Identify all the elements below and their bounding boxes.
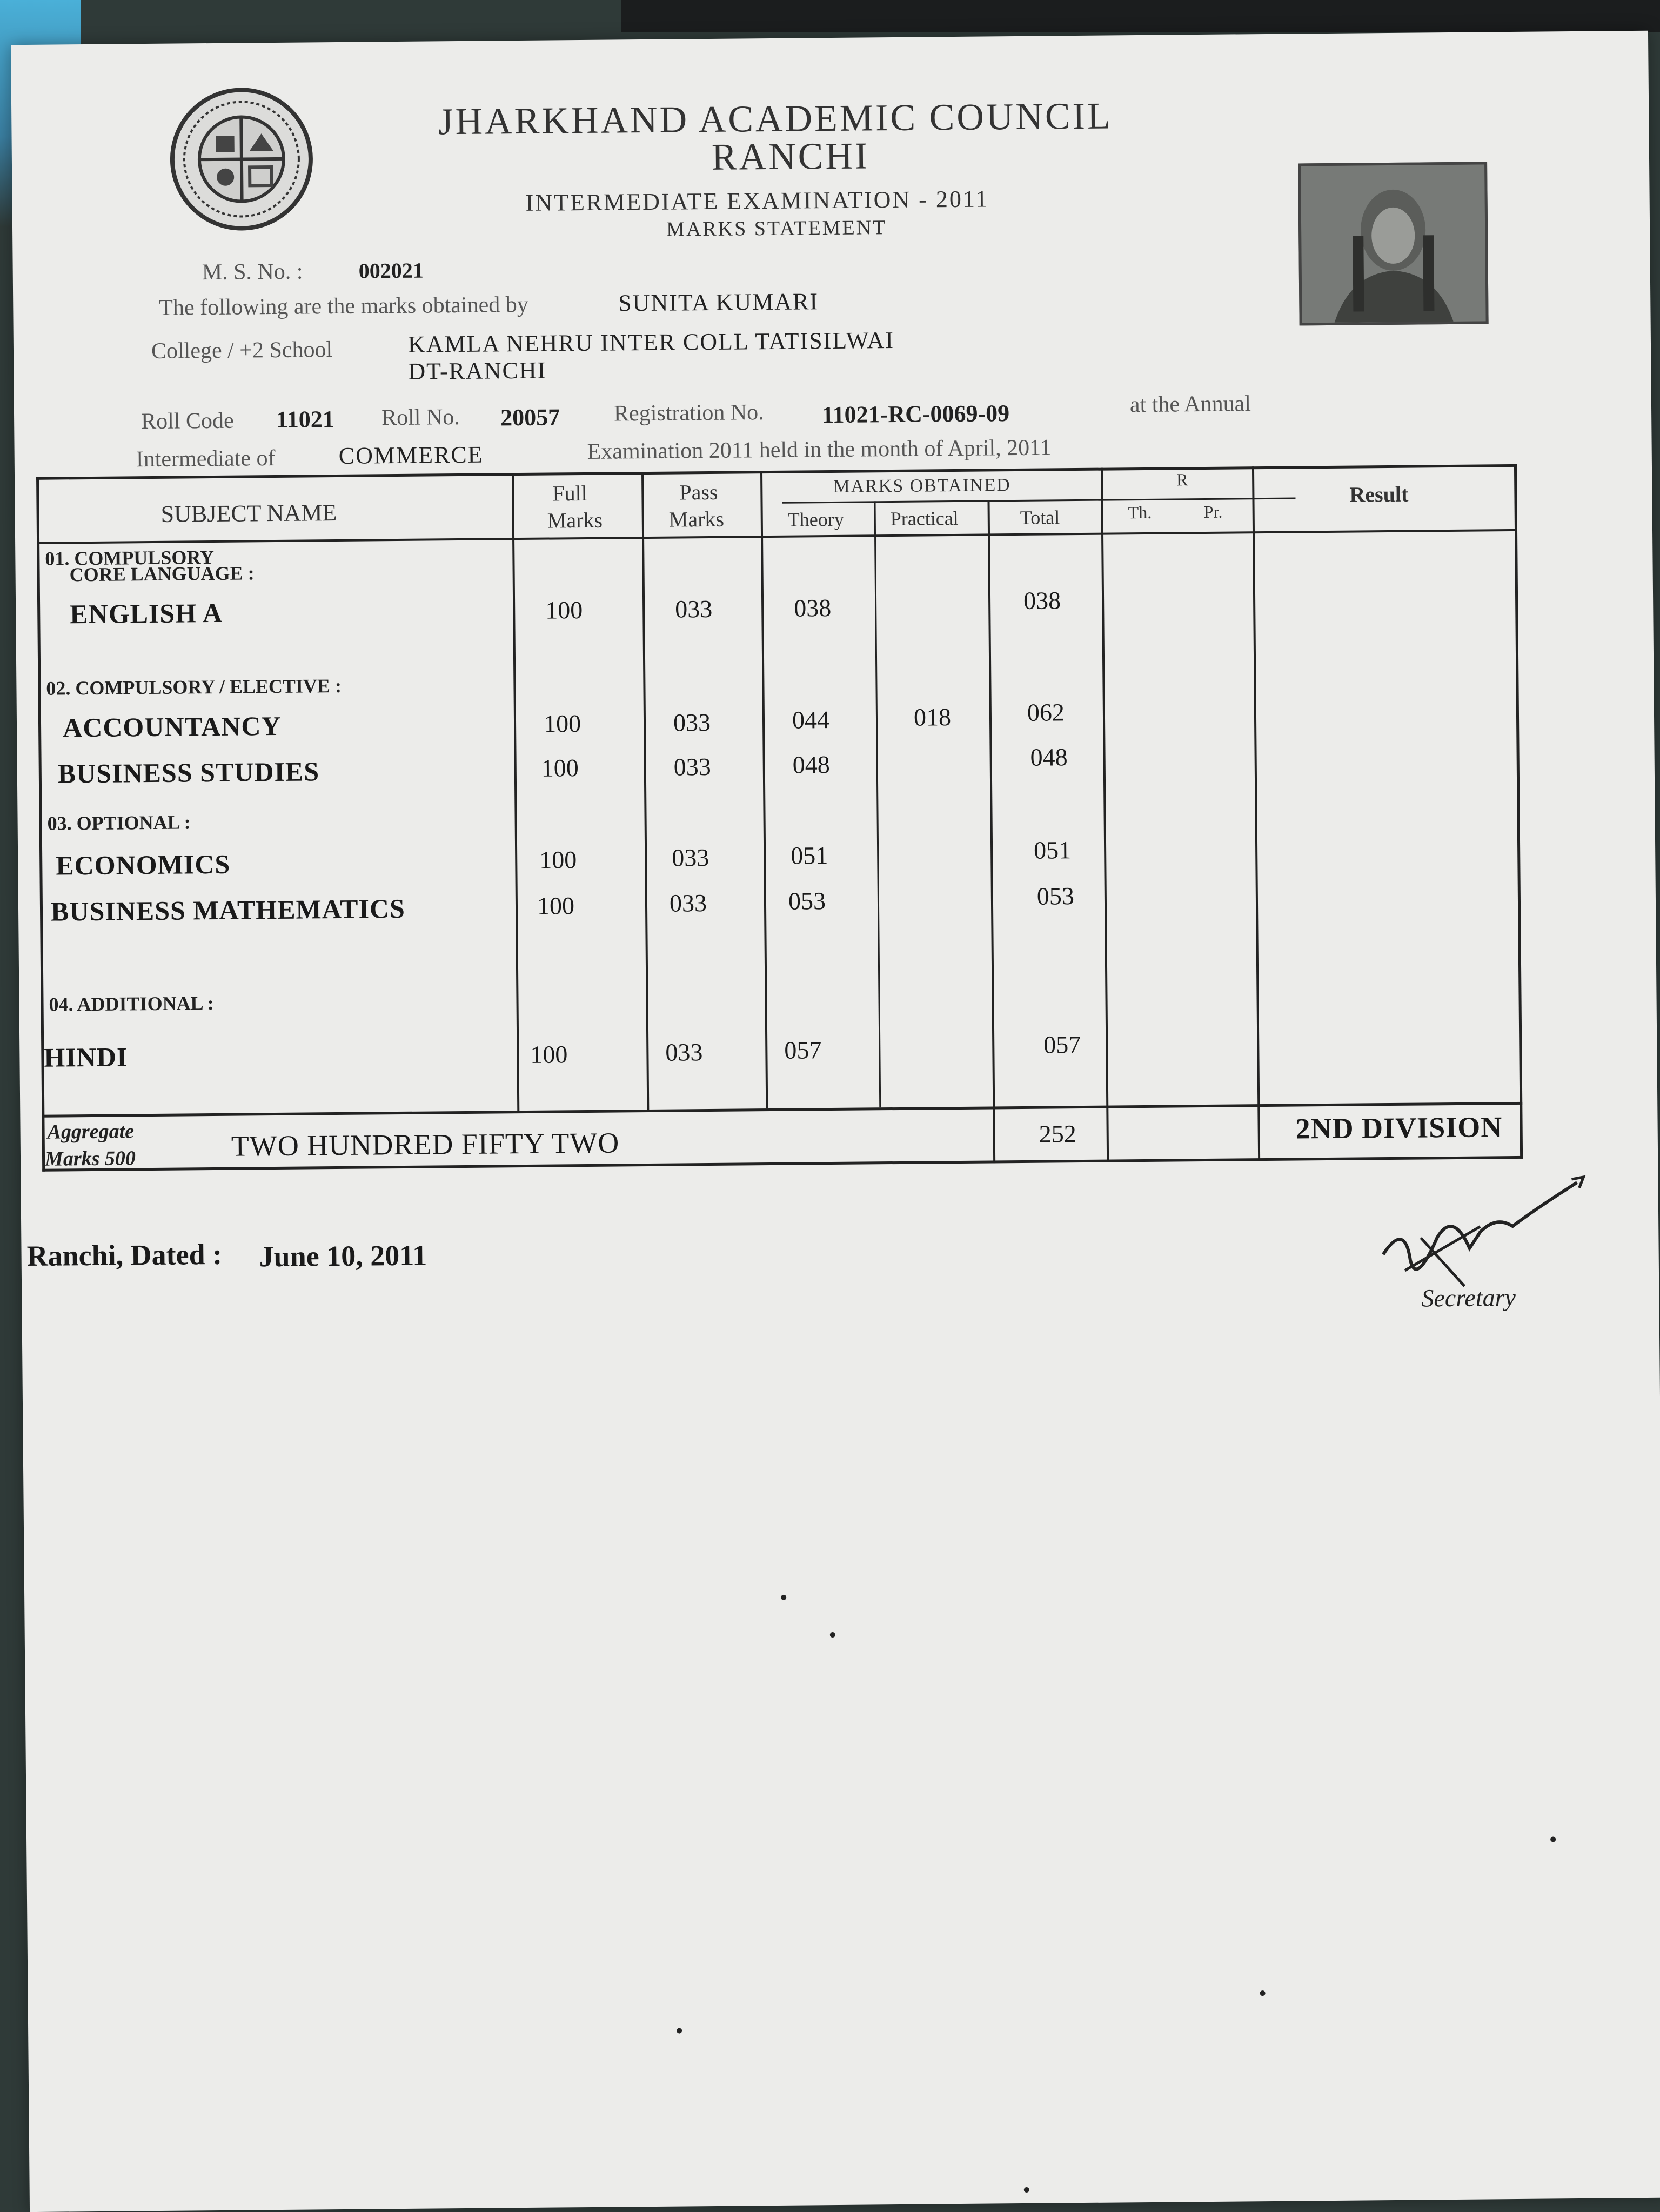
aggregate-marks-label: Marks 500 [44,1147,136,1171]
background-top [621,0,1660,32]
header-pass-2: Marks [668,506,725,532]
aggregate-label: Aggregate [47,1120,135,1144]
section-compulsory-elective: 02. COMPULSORY / ELECTIVE : [46,674,342,699]
ms-no-value: 002021 [358,258,424,283]
portrait-image [1301,164,1486,323]
college-name: KAMLA NEHRU INTER COLL TATISILWAI [407,326,895,358]
section-optional: 03. OPTIONAL : [47,811,191,834]
header-full-1: Full [552,480,588,506]
subject-name: ACCOUNTANCY [62,710,282,743]
subject-name: BUSINESS MATHEMATICS [50,893,406,927]
table-header-divider [37,529,1517,544]
roll-code-value: 11021 [276,406,334,433]
header-result: Result [1349,482,1409,507]
theory-marks: 048 [792,751,830,779]
subject-name: BUSINESS STUDIES [57,756,320,789]
subject-name: ENGLISH A [70,597,223,630]
roll-no-label: Roll No. [381,404,460,431]
header-pass-1: Pass [679,479,718,505]
roll-code-label: Roll Code [140,408,234,435]
section-compulsory: 01. COMPULSORY [45,546,215,570]
full-marks: 100 [541,754,579,782]
full-marks: 100 [543,710,581,738]
council-title: JHARKHAND ACADEMIC COUNCIL [438,95,1113,143]
col-line-subject [512,473,519,1111]
total-marks: 051 [1033,836,1072,864]
header-practical: Practical [890,507,959,530]
pass-marks: 033 [669,889,707,917]
col-line-total [1101,468,1109,1162]
pass-marks: 033 [673,708,711,737]
pass-marks: 033 [673,752,711,781]
theory-marks: 057 [784,1036,822,1064]
obtained-by-label: The following are the marks obtained by [159,292,528,320]
exam-held-text: Examination 2011 held in the month of April, 2011 [587,435,1052,464]
col-line-theory [874,501,881,1107]
theory-marks: 038 [793,594,832,622]
ms-no-label: M. S. No. : [202,259,303,285]
registration-label: Registration No. [613,400,764,426]
col-line-r [1252,466,1260,1161]
registration-value: 11021-RC-0069-09 [821,400,1010,429]
header-theory: Theory [787,508,844,531]
header-marks-obtained: MARKS OBTAINED [833,475,1011,497]
aggregate-in-words: TWO HUNDRED FIFTY TWO [231,1126,620,1162]
marks-statement-sheet [11,31,1660,2212]
paper-speck [1260,1990,1266,1996]
intermediate-label: Intermediate of [136,445,276,472]
total-marks: 038 [1023,586,1061,614]
signatory-title: Secretary [1421,1284,1516,1312]
total-marks: 053 [1036,882,1075,910]
annual-label: at the Annual [1129,391,1251,418]
theory-marks: 044 [792,706,830,734]
theory-marks: 051 [790,841,828,870]
full-marks: 100 [545,596,583,624]
document-type: MARKS STATEMENT [666,216,887,241]
header-subject: SUBJECT NAME [160,499,337,527]
full-marks: 100 [530,1040,568,1068]
header-full-2: Marks [547,507,603,533]
paper-speck [1024,2187,1029,2193]
paper-speck [1550,1836,1556,1842]
total-marks: 057 [1043,1031,1081,1059]
council-emblem-icon [168,85,315,232]
college-district: DT-RANCHI [408,357,547,385]
section-core-language: CORE LANGUAGE : [69,562,255,586]
header-r: R [1176,470,1188,490]
paper-speck [781,1595,786,1600]
exam-title: INTERMEDIATE EXAMINATION - 2011 [525,185,989,216]
header-th: Th. [1128,502,1152,523]
dated-label: Ranchi, Dated : [26,1238,223,1273]
paper-speck [830,1632,835,1638]
practical-marks: 018 [913,703,952,731]
pass-marks: 033 [665,1038,703,1066]
header-pr: Pr. [1203,502,1223,522]
table-border-right [1514,464,1523,1159]
theory-marks: 053 [788,887,826,915]
council-city: RANCHI [711,135,870,178]
col-line-full [641,472,649,1110]
total-marks: 062 [1027,698,1065,726]
col-line-pass [760,471,768,1108]
roll-no-value: 20057 [500,404,560,431]
subject-name: ECONOMICS [56,848,231,881]
marks-table [36,464,1523,1174]
total-marks: 048 [1030,743,1068,771]
header-total: Total [1020,506,1060,529]
pass-marks: 033 [674,594,713,623]
col-line-practical [987,500,995,1163]
pass-marks: 033 [672,844,709,872]
full-marks: 100 [539,846,577,874]
student-name: SUNITA KUMARI [618,288,819,317]
full-marks: 100 [537,892,575,920]
stream-value: COMMERCE [338,441,484,469]
issue-date: June 10, 2011 [259,1239,427,1273]
college-label: College / +2 School [151,337,333,364]
section-additional: 04. ADDITIONAL : [49,992,214,1015]
student-photo [1298,162,1489,325]
subject-name: HINDI [44,1041,128,1073]
aggregate-total: 252 [1039,1120,1076,1148]
result-division: 2ND DIVISION [1295,1111,1503,1145]
paper-speck [677,2028,682,2034]
